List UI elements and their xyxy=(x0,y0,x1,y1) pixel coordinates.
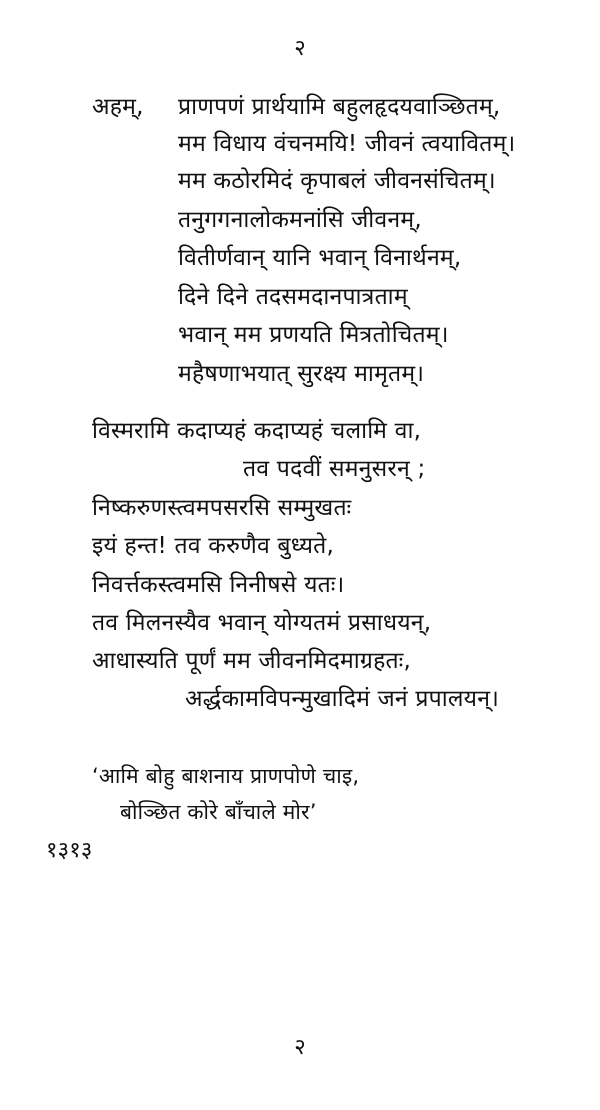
bottom-page-number: २ xyxy=(294,1035,306,1060)
stanza1-line: मम कठोरमिदं कृपाबलं जीवनसंचितम्। xyxy=(178,168,496,194)
stanza1-line: तनुगगनालोकमनांसि जीवनम्, xyxy=(178,207,422,233)
stanza2-line: निष्करुणस्त्वमपसरसि सम्मुखतः xyxy=(92,495,352,521)
stanza2-line: इयं हन्त! तव करुणैव बुध्यते, xyxy=(92,533,334,559)
stanza1-line: महैषणाभयात् सुरक्ष्य मामृतम्। xyxy=(178,361,425,387)
stanza1-line: भवान् मम प्रणयति मित्रतोचितम्। xyxy=(178,322,449,348)
stanza1-line: दिने दिने तदसमदानपात्रताम् xyxy=(178,284,408,310)
stanza1-line: मम विधाय वंचनमयि! जीवनं त्वयावितम्। xyxy=(178,131,516,157)
speaker-label: अहम्, xyxy=(92,94,144,120)
stanza2-line: तव पदवीं समनुसरन् ; xyxy=(243,456,426,482)
year-label: १३१३ xyxy=(46,838,93,863)
stanza1-line: प्राणपणं प्रार्थयामि बहुलहृदयवाञ्छितम्, xyxy=(178,94,501,120)
quote-line: ‘आमि बोहु बाशनाय प्राणपोणे चाइ, xyxy=(92,764,360,788)
stanza2-line: अर्द्धकामविपन्मुखादिमं जनं प्रपालयन्। xyxy=(185,686,500,712)
stanza2-line: निवर्त्तकस्त्वमसि निनीषसे यतः। xyxy=(92,572,345,598)
stanza1-line: वितीर्णवान् यानि भवान् विनार्थनम्, xyxy=(178,245,462,271)
top-page-number: २ xyxy=(294,36,306,61)
quote-line: बोञ्छित कोरे बाँचाले मोर’ xyxy=(120,800,317,824)
stanza2-line: तव मिलनस्यैव भवान् योग्यतमं प्रसाधयन्, xyxy=(92,610,432,636)
stanza2-line: आधास्यति पूर्णं मम जीवनमिदमाग्रहतः, xyxy=(92,648,411,674)
stanza2-line: विस्मरामि कदाप्यहं कदाप्यहं चलामि वा, xyxy=(92,418,422,444)
